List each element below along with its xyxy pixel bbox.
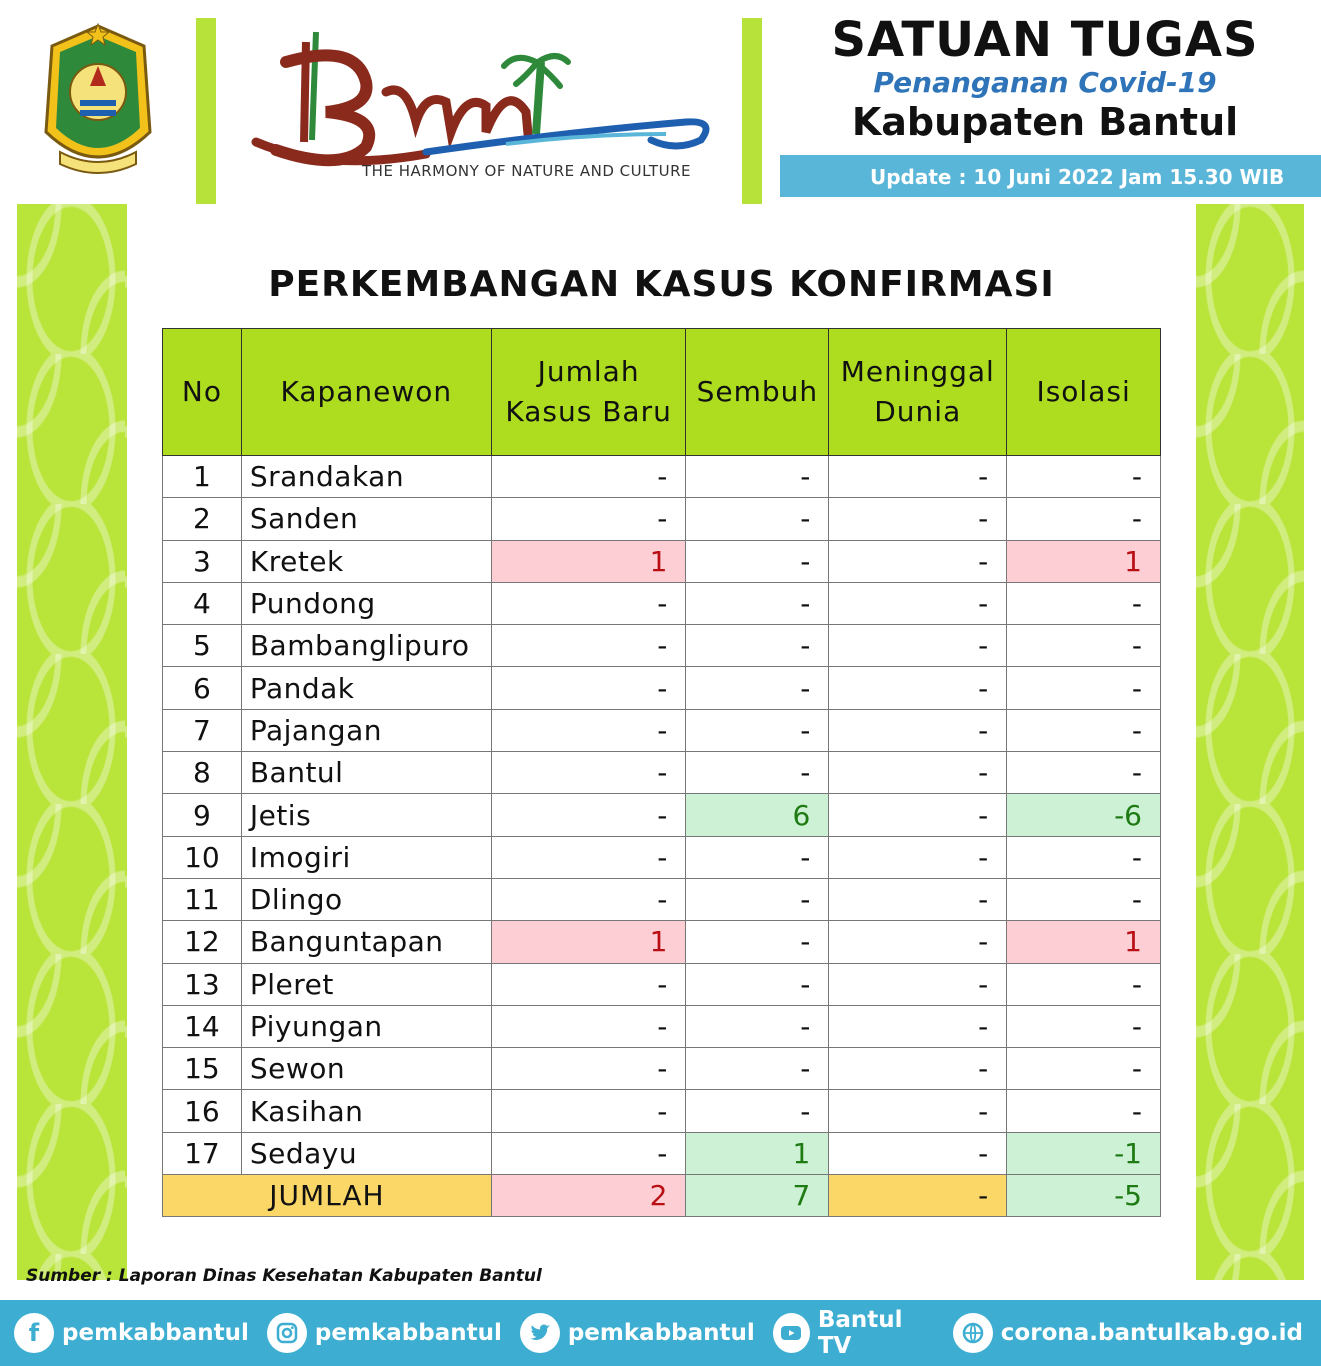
row-kasus-baru: - [491, 1005, 686, 1047]
row-no: 8 [163, 752, 242, 794]
instagram-icon [267, 1313, 307, 1353]
row-isolasi: - [1007, 752, 1161, 794]
row-meninggal: - [829, 540, 1007, 582]
row-sembuh: - [686, 1005, 829, 1047]
row-meninggal: - [829, 878, 1007, 920]
row-meninggal: - [829, 456, 1007, 498]
row-isolasi: - [1007, 878, 1161, 920]
globe-icon [953, 1313, 993, 1353]
row-sembuh: - [686, 963, 829, 1005]
row-kasus-baru: - [491, 963, 686, 1005]
row-meninggal: - [829, 498, 1007, 540]
row-isolasi: - [1007, 625, 1161, 667]
row-isolasi: - [1007, 1090, 1161, 1132]
total-meninggal: - [829, 1175, 1007, 1217]
facebook-icon: f [14, 1313, 54, 1353]
report-title: PERKEMBANGAN KASUS KONFIRMASI [268, 264, 1055, 305]
row-kapanewon: Pundong [241, 582, 491, 624]
row-kapanewon: Piyungan [241, 1005, 491, 1047]
row-sembuh: - [686, 498, 829, 540]
task-force-subtitle: Penanganan Covid-19 [873, 66, 1217, 99]
table-row [163, 1090, 1161, 1132]
table-header-row [163, 329, 1161, 456]
row-isolasi: - [1007, 1005, 1161, 1047]
row-kasus-baru: - [491, 752, 686, 794]
row-isolasi: -6 [1007, 794, 1161, 836]
row-kapanewon: Bantul [241, 752, 491, 794]
row-isolasi: - [1007, 498, 1161, 540]
row-isolasi: - [1007, 709, 1161, 751]
table-row [163, 540, 1161, 582]
task-force-title: SATUAN TUGAS [831, 12, 1259, 68]
row-kapanewon: Pandak [241, 667, 491, 709]
facebook-link[interactable] [14, 1313, 249, 1353]
header-sembuh: Sembuh [686, 329, 829, 456]
youtube-icon [773, 1313, 810, 1353]
row-isolasi: - [1007, 1048, 1161, 1090]
table-row [163, 1005, 1161, 1047]
header-meninggal-dunia: Meninggal Dunia [829, 329, 1007, 456]
row-meninggal: - [829, 752, 1007, 794]
row-sembuh: - [686, 625, 829, 667]
table-row [163, 498, 1161, 540]
row-kapanewon: Imogiri [241, 836, 491, 878]
row-no: 7 [163, 709, 242, 751]
table-row [163, 456, 1161, 498]
header [0, 0, 1321, 204]
table-row [163, 794, 1161, 836]
table-row [163, 1132, 1161, 1174]
table-row [163, 752, 1161, 794]
update-timestamp: Update : 10 Juni 2022 Jam 15.30 WIB [780, 155, 1321, 197]
header-stripe-right [742, 18, 762, 204]
row-isolasi: - [1007, 667, 1161, 709]
left-decorative-panel [17, 204, 127, 1280]
table-row [163, 1048, 1161, 1090]
row-kasus-baru: - [491, 836, 686, 878]
row-kapanewon: Dlingo [241, 878, 491, 920]
row-kasus-baru: - [491, 709, 686, 751]
row-no: 1 [163, 456, 242, 498]
row-isolasi: -1 [1007, 1132, 1161, 1174]
row-kasus-baru: - [491, 878, 686, 920]
table-row [163, 836, 1161, 878]
row-kasus-baru: - [491, 1132, 686, 1174]
row-sembuh: - [686, 709, 829, 751]
row-kapanewon: Bambanglipuro [241, 625, 491, 667]
row-kapanewon: Srandakan [241, 456, 491, 498]
website-link[interactable] [953, 1313, 1303, 1353]
row-kasus-baru: - [491, 1090, 686, 1132]
table-row [163, 963, 1161, 1005]
row-meninggal: - [829, 1005, 1007, 1047]
row-sembuh: - [686, 540, 829, 582]
row-no: 2 [163, 498, 242, 540]
facebook-handle: pemkabbantul [62, 1320, 249, 1346]
twitter-link[interactable] [520, 1313, 755, 1353]
row-sembuh: - [686, 878, 829, 920]
total-sembuh: 7 [686, 1175, 829, 1217]
row-sembuh: - [686, 921, 829, 963]
row-sembuh: - [686, 1048, 829, 1090]
row-kasus-baru: - [491, 625, 686, 667]
table-row [163, 667, 1161, 709]
header-isolasi: Isolasi [1007, 329, 1161, 456]
logo-tagline: THE HARMONY OF NATURE AND CULTURE [362, 162, 691, 180]
row-sembuh: - [686, 752, 829, 794]
regency-crest-icon [40, 22, 156, 184]
row-no: 9 [163, 794, 242, 836]
row-meninggal: - [829, 1090, 1007, 1132]
youtube-channel: Bantul TV [817, 1307, 903, 1359]
row-isolasi: 1 [1007, 540, 1161, 582]
row-kapanewon: Kasihan [241, 1090, 491, 1132]
row-sembuh: - [686, 667, 829, 709]
row-isolasi: - [1007, 836, 1161, 878]
row-meninggal: - [829, 963, 1007, 1005]
right-decorative-panel [1196, 204, 1304, 1280]
row-kapanewon: Pajangan [241, 709, 491, 751]
row-meninggal: - [829, 709, 1007, 751]
row-kapanewon: Pleret [241, 963, 491, 1005]
row-no: 16 [163, 1090, 242, 1132]
table-row [163, 625, 1161, 667]
header-stripe-left [196, 18, 216, 204]
source-note: Sumber : Laporan Dinas Kesehatan Kabupaten Bantul [26, 1266, 542, 1286]
row-meninggal: - [829, 1048, 1007, 1090]
total-label: JUMLAH [163, 1175, 492, 1217]
row-isolasi: - [1007, 582, 1161, 624]
row-kasus-baru: 1 [491, 921, 686, 963]
row-no: 6 [163, 667, 242, 709]
row-isolasi: - [1007, 963, 1161, 1005]
row-no: 13 [163, 963, 242, 1005]
row-no: 4 [163, 582, 242, 624]
row-meninggal: - [829, 1132, 1007, 1174]
row-meninggal: - [829, 794, 1007, 836]
header-kapanewon: Kapanewon [241, 329, 491, 456]
row-kapanewon: Jetis [241, 794, 491, 836]
total-row [163, 1175, 1161, 1217]
row-sembuh: - [686, 456, 829, 498]
table-row [163, 709, 1161, 751]
header-no: No [163, 329, 242, 456]
row-meninggal: - [829, 625, 1007, 667]
row-sembuh: - [686, 582, 829, 624]
row-meninggal: - [829, 582, 1007, 624]
row-meninggal: - [829, 921, 1007, 963]
instagram-link[interactable] [267, 1313, 502, 1353]
row-kasus-baru: - [491, 1048, 686, 1090]
website-url: corona.bantulkab.go.id [1000, 1320, 1303, 1346]
table-row [163, 921, 1161, 963]
row-no: 15 [163, 1048, 242, 1090]
row-kasus-baru: - [491, 667, 686, 709]
row-sembuh: - [686, 836, 829, 878]
row-isolasi: 1 [1007, 921, 1161, 963]
total-kasus-baru: 2 [491, 1175, 686, 1217]
row-kapanewon: Banguntapan [241, 921, 491, 963]
header-jumlah-kasus-baru: Jumlah Kasus Baru [491, 329, 686, 456]
row-isolasi: - [1007, 456, 1161, 498]
row-kasus-baru: - [491, 456, 686, 498]
table-row [163, 878, 1161, 920]
row-kapanewon: Sewon [241, 1048, 491, 1090]
row-no: 17 [163, 1132, 242, 1174]
row-no: 3 [163, 540, 242, 582]
row-sembuh: - [686, 1090, 829, 1132]
row-sembuh: 6 [686, 794, 829, 836]
row-kasus-baru: - [491, 498, 686, 540]
twitter-handle: pemkabbantul [567, 1320, 755, 1346]
row-no: 12 [163, 921, 242, 963]
instagram-handle: pemkabbantul [314, 1320, 502, 1346]
row-meninggal: - [829, 836, 1007, 878]
row-no: 10 [163, 836, 242, 878]
row-kapanewon: Sanden [241, 498, 491, 540]
case-table [162, 328, 1161, 1217]
row-kasus-baru: - [491, 794, 686, 836]
twitter-icon [520, 1313, 560, 1353]
total-isolasi: -5 [1007, 1175, 1161, 1217]
row-kapanewon: Kretek [241, 540, 491, 582]
row-kasus-baru: - [491, 582, 686, 624]
row-no: 5 [163, 625, 242, 667]
row-sembuh: 1 [686, 1132, 829, 1174]
row-no: 11 [163, 878, 242, 920]
row-meninggal: - [829, 667, 1007, 709]
table-row [163, 582, 1161, 624]
row-kasus-baru: 1 [491, 540, 686, 582]
footer-social-bar [0, 1300, 1321, 1366]
region-title: Kabupaten Bantul [851, 100, 1239, 144]
row-no: 14 [163, 1005, 242, 1047]
row-kapanewon: Sedayu [241, 1132, 491, 1174]
youtube-link[interactable] [773, 1307, 935, 1359]
